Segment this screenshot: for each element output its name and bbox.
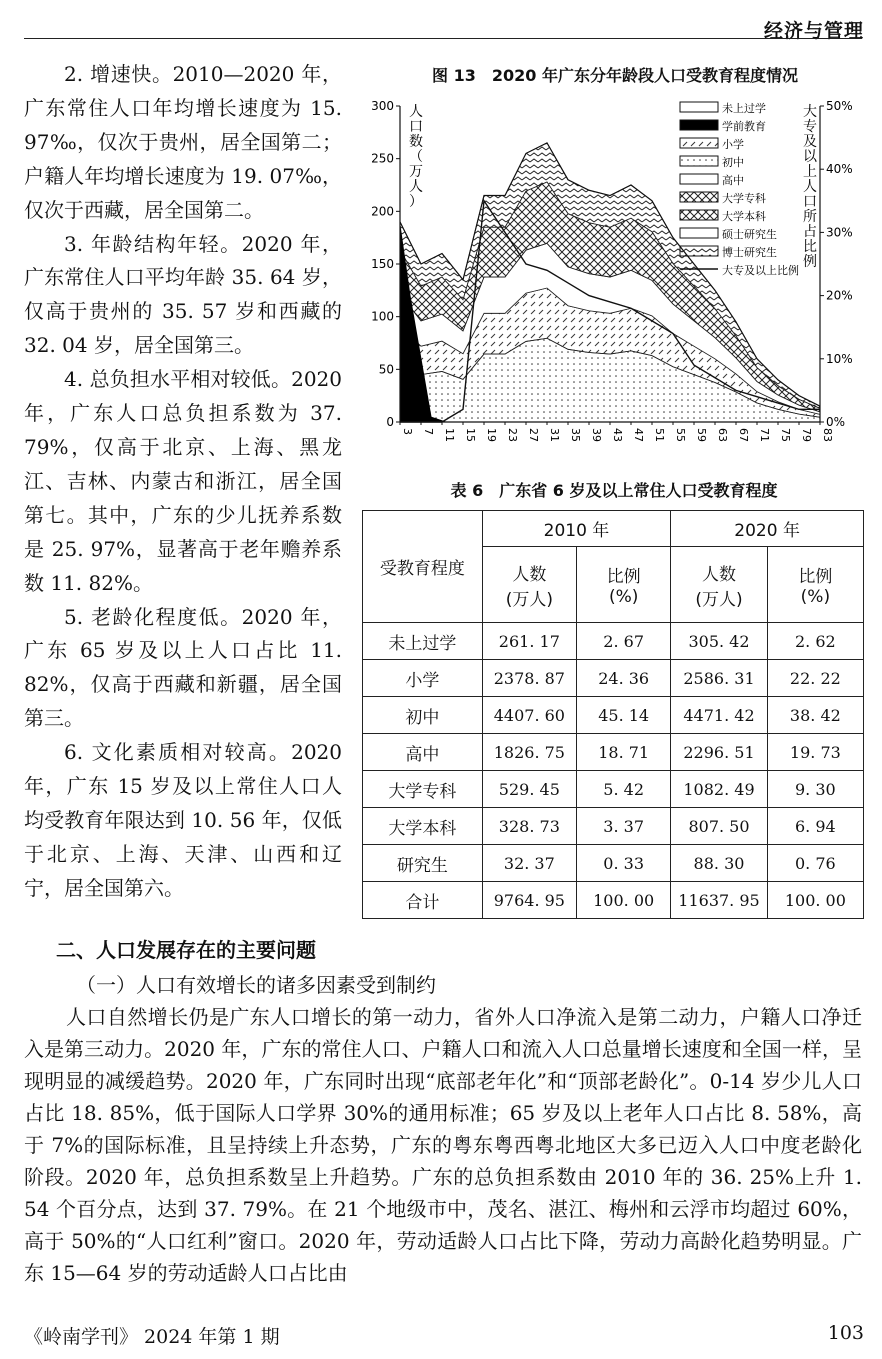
paragraph: 人口自然增长仍是广东人口增长的第一动力，省外人口净流入是第二动力，户籍人口净迁入是第三动力。2020 年，广东的常住人口、户籍人口和流入人口总量增长速度和全国一样，呈现明显的减缓趋势。2020 年，广东同时出现“底部老年化”和“顶部老龄化”。0-14 岁少儿人口占比 18. 85%，低于国际人口学界 30%的通用标准；65 岁及以上老年人口占比 8. 58%，高于 7%的国际标准，且呈持续上升态势，广东的粤东粤西粤北地区大多已迈入人口中度老龄化阶段。2020 年，总负担系数呈上升趋势。广东的总负担系数由 2010 年的 36. 25%上升 1. 54 个百分点，达到 37. 79%。在 21 个地级市中，茂名、湛江、梅州和云浮市均超过 60%，高于 50%的“人口红利”窗口。2020 年，劳动适龄人口占比下降，劳动力高龄化趋势明显。广东 15—64 岁的劳动适龄人口占比由 [24,1005,862,1285]
y2-axis-label: 所 [803,209,817,225]
header-rule [24,38,862,39]
table-row [363,623,864,660]
cell-pct: 0. 76 [767,845,863,882]
cell-pct: 9. 30 [767,771,863,808]
legend-swatch [680,246,718,256]
x-tick-label: 67 [737,428,750,442]
cell-count: 4471. 42 [671,697,767,734]
y2-axis-label: 口 [803,194,817,210]
left-column [24,58,342,906]
cell-count: 4407. 60 [482,697,576,734]
table-row [363,697,864,734]
cell-count: 305. 42 [671,623,767,660]
y-axis-label: 万 [409,164,423,180]
row-label: 大学本科 [363,808,483,845]
x-tick-label: 63 [716,428,729,442]
y-tick-label: 150 [371,257,394,271]
legend-label: 高中 [722,174,744,187]
legend-swatch [680,156,718,166]
y-axis-label: 数 [409,134,423,150]
y2-axis-label: 占 [803,224,817,240]
row-label: 高中 [363,734,483,771]
row-label: 小学 [363,660,483,697]
y2-axis-label: 及 [803,134,817,150]
legend-swatch [680,210,718,220]
legend-label: 学前教育 [722,120,766,133]
y2-axis-label: 例 [803,254,817,270]
x-tick-label: 79 [800,428,813,442]
cell-count: 807. 50 [671,808,767,845]
y2-tick-label: 20% [826,288,853,303]
cell-count: 261. 17 [482,623,576,660]
cell-pct: 6. 94 [767,808,863,845]
y-tick-label: 0 [386,415,394,429]
cell-count: 2378. 87 [482,660,576,697]
x-tick-label: 59 [695,428,708,442]
legend-label: 大学本科 [722,210,766,223]
table-row [363,771,864,808]
cell-count: 529. 45 [482,771,576,808]
x-tick-label: 27 [527,428,540,442]
y2-tick-label: 40% [826,162,853,177]
cell-pct: 19. 73 [767,734,863,771]
y2-axis-label: 上 [803,164,817,180]
sub-header: 人数 (万人) [482,547,576,623]
cell-pct: 45. 14 [577,697,671,734]
cell-count: 11637. 95 [671,882,767,919]
legend-label: 未上过学 [722,102,766,115]
x-tick-label: 19 [485,428,498,442]
figure-title: 图 13 2020 年广东分年龄段人口受教育程度情况 [432,66,798,85]
cell-pct: 5. 42 [577,771,671,808]
x-tick-label: 71 [758,428,771,442]
col-header: 受教育程度 [363,511,483,623]
legend-swatch [680,174,718,184]
cell-pct: 100. 00 [767,882,863,919]
x-tick-label: 39 [590,428,603,442]
y-axis-label: ） [409,194,423,210]
section-title: 经济与管理 [763,20,864,42]
y2-axis-label: 专 [803,119,817,135]
y-tick-label: 100 [371,309,394,324]
y-axis-label: 人 [409,104,423,120]
cell-pct: 0. 33 [577,845,671,882]
legend-label: 博士研究生 [722,246,777,259]
table-row [363,734,864,771]
body-text [24,1001,862,1289]
y2-axis-label: 大 [803,104,817,120]
cell-count: 2586. 31 [671,660,767,697]
x-tick-label: 11 [443,428,456,442]
chart [362,92,866,462]
paragraph: 4. 总负担水平相对较低。2020 年，广东人口总负担系数为 37. 79%，仅高于北京、上海、黑龙江、吉林、内蒙古和浙江，居全国第七。其中，广东的少儿抚养系数是 25. 97%，显著高于老年赡养系数 11. 82%。 [24,367,342,595]
year-header: 2020 年 [671,511,864,547]
y2-tick-label: 0% [826,415,846,429]
table-row [363,845,864,882]
cell-pct: 100. 00 [577,882,671,919]
cell-count: 32. 37 [482,845,576,882]
x-tick-label: 3 [401,428,414,435]
legend-label: 小学 [722,138,744,151]
y-tick-label: 300 [371,99,394,113]
row-label: 大学专科 [363,771,483,808]
cell-count: 1826. 75 [482,734,576,771]
y-axis-label: 人 [409,179,423,195]
legend-label: 初中 [722,156,744,169]
legend-label: 大专及以上比例 [722,264,799,277]
education-table [362,510,864,919]
x-tick-label: 47 [632,428,645,442]
y2-axis-label: 比 [803,239,817,255]
table-row [363,882,864,919]
table-title: 表 6 广东省 6 岁及以上常住人口受教育程度 [450,481,778,500]
y-axis-label: （ [409,149,423,165]
cell-pct: 24. 36 [577,660,671,697]
cell-pct: 2. 62 [767,623,863,660]
cell-pct: 3. 37 [577,808,671,845]
legend-swatch [680,192,718,202]
page-number: 103 [827,1322,864,1344]
legend-label: 大学专科 [722,192,766,205]
cell-pct: 22. 22 [767,660,863,697]
sub-header: 比例 (%) [767,547,863,623]
section-subheading: （一）人口有效增长的诸多因素受到制约 [76,973,436,997]
table-row [363,808,864,845]
y-tick-label: 50 [378,362,394,377]
section-heading: 二、人口发展存在的主要问题 [56,938,316,962]
cell-pct: 2. 67 [577,623,671,660]
y2-tick-label: 10% [826,351,853,366]
cell-count: 88. 30 [671,845,767,882]
y2-axis-label: 以 [803,149,817,165]
y-tick-label: 250 [371,151,394,166]
y2-axis-label: 人 [803,179,817,195]
row-label: 未上过学 [363,623,483,660]
footer-journal: 《岭南学刊》 2024 年第 1 期 [24,1326,280,1348]
row-label: 合计 [363,882,483,919]
x-tick-label: 43 [611,428,624,442]
y-axis-label: 口 [409,119,423,135]
row-label: 研究生 [363,845,483,882]
x-tick-label: 55 [674,428,687,442]
y2-tick-label: 30% [826,225,853,240]
cell-count: 328. 73 [482,808,576,845]
legend-label: 硕士研究生 [722,228,777,241]
legend-swatch [680,120,718,130]
sub-header: 人数 (万人) [671,547,767,623]
y-tick-label: 200 [371,204,394,219]
legend-swatch [680,102,718,112]
cell-count: 9764. 95 [482,882,576,919]
paragraph: 2. 增速快。2010—2020 年，广东常住人口年均增长速度为 15. 97‰，仅次于贵州，居全国第二；户籍人年均增长速度为 19. 07‰，仅次于西藏，居全国第二。 [24,62,342,222]
y2-tick-label: 50% [826,99,853,113]
cell-pct: 38. 42 [767,697,863,734]
paragraph: 3. 年龄结构年轻。2020 年，广东常住人口平均年龄 35. 64 岁，仅高于贵州的 35. 57 岁和西藏的 32. 04 岁，居全国第三。 [24,231,342,358]
x-tick-label: 23 [506,428,519,442]
year-header: 2010 年 [482,511,671,547]
legend-swatch [680,138,718,148]
paragraph: 6. 文化素质相对较高。2020 年，广东 15 岁及以上常住人口人均受教育年限达到 10. 56 年，仅低于北京、上海、天津、山西和辽宁，居全国第六。 [24,740,342,900]
cell-pct: 18. 71 [577,734,671,771]
legend-swatch [680,228,718,238]
x-tick-label: 15 [464,428,477,442]
table-row [363,660,864,697]
sub-header: 比例 (%) [577,547,671,623]
row-label: 初中 [363,697,483,734]
x-tick-label: 7 [422,428,435,435]
paragraph: 5. 老龄化程度低。2020 年，广东 65 岁及以上人口占比 11. 82%，仅高于西藏和新疆，居全国第三。 [24,604,342,731]
cell-count: 2296. 51 [671,734,767,771]
x-tick-label: 35 [569,428,582,442]
x-tick-label: 51 [653,428,666,442]
x-tick-label: 75 [779,428,792,442]
x-tick-label: 31 [548,428,561,442]
cell-count: 1082. 49 [671,771,767,808]
chart-svg [362,92,866,462]
x-tick-label: 83 [821,428,834,442]
